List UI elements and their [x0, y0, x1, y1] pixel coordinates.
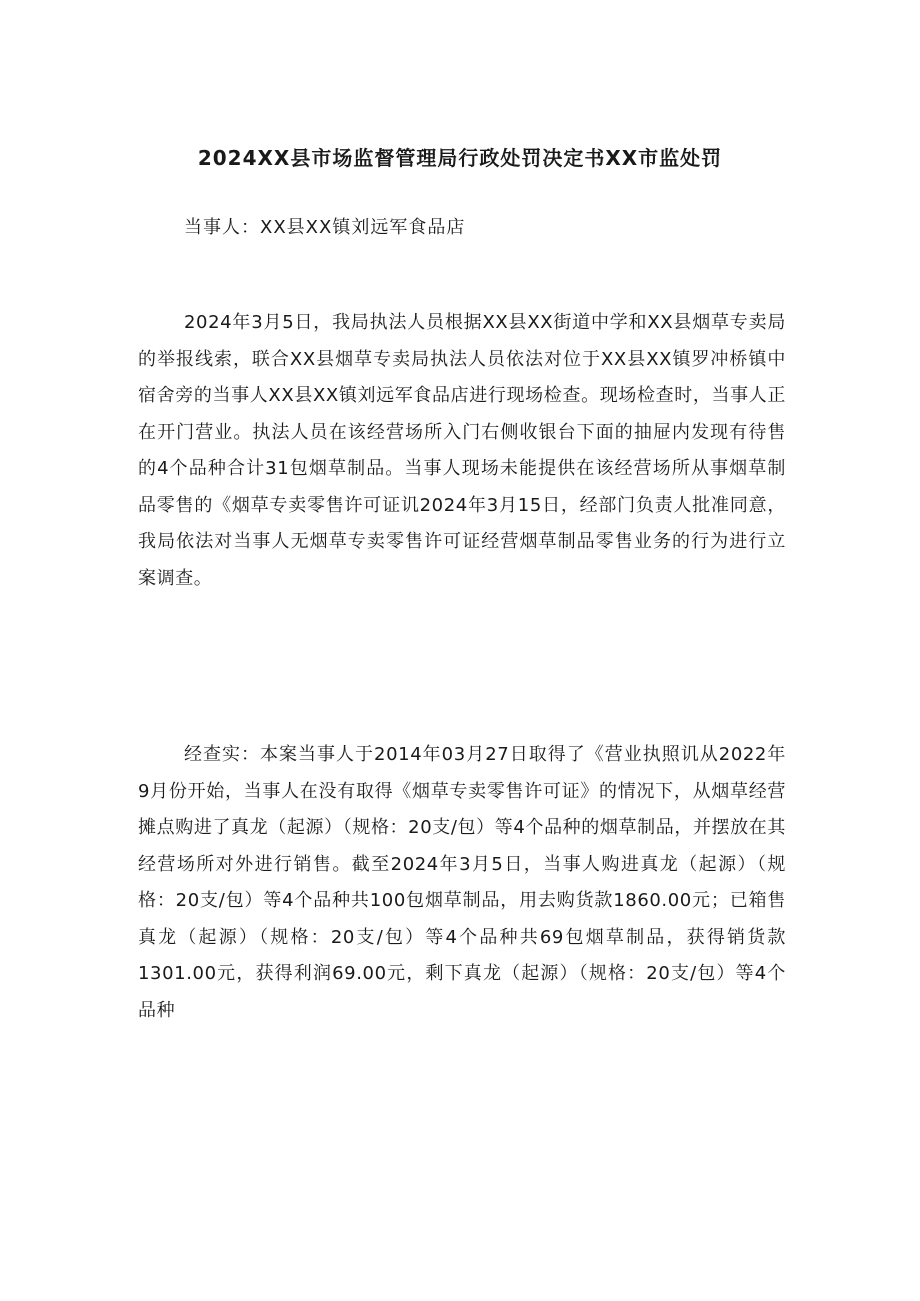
paragraph-inspection: 2024年3月5日，我局执法人员根据XX县XX街道中学和XX县烟草专卖局的举报线索，联合XX县烟草专卖局执法人员依法对位于XX县XX镇罗冲桥镇中宿舍旁的当事人XX县XX镇刘远军食品店进行现场检查。现场检查时，当事人正在开门营业。执法人员在该经营场所入门右侧收银台下面的抽屉内发现有待售的4个品种合计31包烟草制品。当事人现场未能提供在该经营场所从事烟草制品零售的《烟草专卖零售许可证讥2024年3月15日，经部门负责人批准同意，我局依法对当事人无烟草专卖零售许可证经营烟草制品零售业务的行为进行立案调查。 — [138, 312, 786, 589]
document-title: 2024XX县市场监督管理局行政处罚决定书XX市监处罚 — [197, 146, 723, 170]
paragraph-findings: 经查实：本案当事人于2014年03月27日取得了《营业执照讥从2022年9月份开始，当事人在没有取得《烟草专卖零售许可证》的情况下，从烟草经营摊点购进了真龙（起源）（规格：20支/包）等4个品种的烟草制品，并摆放在其经营场所对外进行销售。截至2024年3月5日，当事人购进真龙（起源）（规格：20支/包）等4个品种共100包烟草制品，用去购货款1860.00元；已箱售真龙（起源）（规格：20支/包）等4个品种共69包烟草制品，获得销货款1301.00元，获得利润69.00元，剩下真龙（起源）（规格：20支/包）等4个品种 — [138, 744, 786, 1021]
party-line: 当事人：XX县XX镇刘远军食品店 — [184, 217, 466, 238]
